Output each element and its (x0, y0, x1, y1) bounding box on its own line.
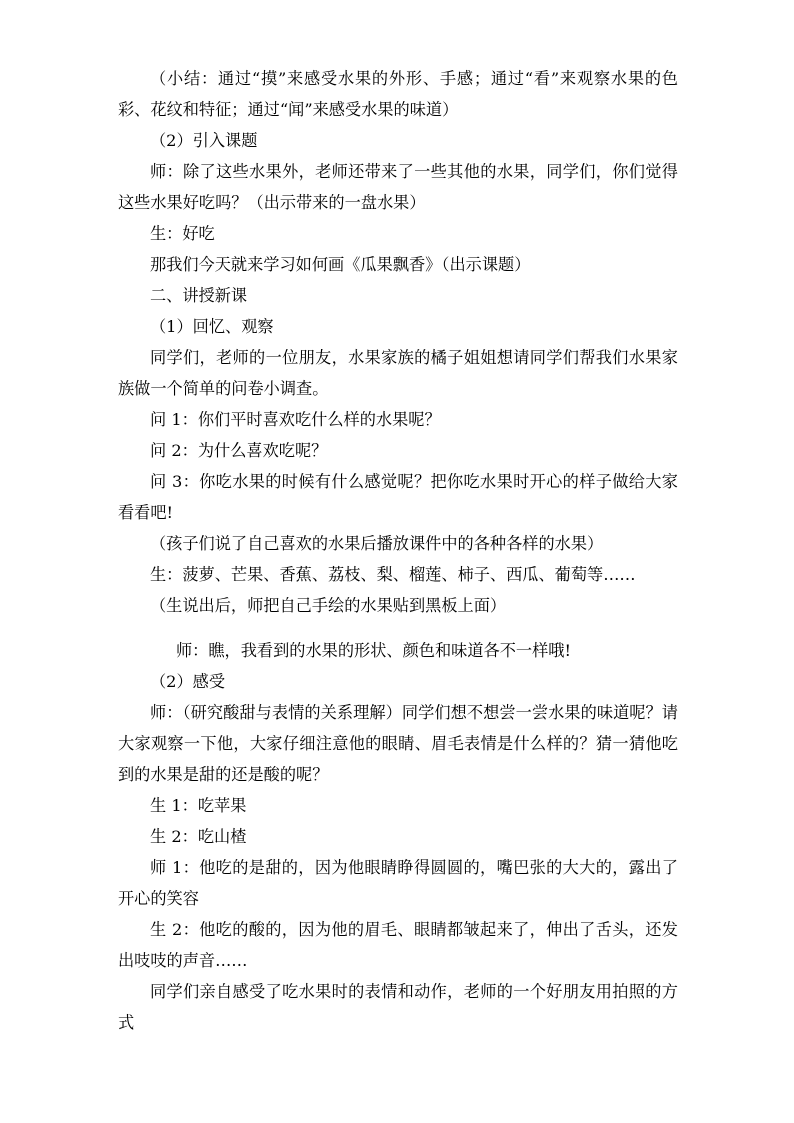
survey-intro-paragraph: 同学们，老师的一位朋友，水果家族的橘子姐姐想请同学们帮我们水果家族做一个简单的问卷小调查。 (118, 348, 678, 398)
document-body (118, 63, 678, 1038)
spacer (118, 621, 678, 635)
student-2-explanation: 生 2：他吃的酸的，因为他的眉毛、眼睛都皱起来了，伸出了舌头，还发出吱吱的声音…… (118, 920, 678, 970)
teacher-question-paragraph: 师：（研究酸甜与表情的关系理解）同学们想不想尝一尝水果的味道呢？请大家观察一下他，大家仔细注意他的眼睛、眉毛表情是什么样的？猜一猜他吃到的水果是甜的还是酸的呢？ (118, 703, 678, 784)
subheading-feel: （2）感受 (150, 672, 226, 691)
student-line: 生：好吃 (150, 224, 215, 243)
question-3: 问 3：你吃水果的时候有什么感觉呢？把你吃水果时开心的样子做给大家看看吧! (118, 472, 678, 522)
teacher-observation-line: 师：瞧，我看到的水果的形状、颜色和味道各不一样哦! (176, 641, 572, 660)
question-2: 问 2：为什么喜欢吃呢？ (150, 441, 328, 460)
section-heading-new-lesson: 二、讲授新课 (150, 286, 248, 305)
subheading-recall-observe: （1）回忆、观察 (150, 317, 274, 336)
teacher-line: 师：除了这些水果外，老师还带来了一些其他的水果，同学们，你们觉得这些水果好吃吗？（出示带来的一盘水果） (118, 162, 678, 212)
summary-paragraph: （小结：通过“摸”来感受水果的外形、手感；通过“看”来观察水果的色彩、花纹和特征；通过“闻”来感受水果的味道） (118, 69, 678, 119)
student-fruit-list: 生：菠萝、芒果、香蕉、荔枝、梨、榴莲、柿子、西瓜、葡萄等…… (150, 565, 636, 584)
student-2-answer: 生 2：吃山楂 (150, 827, 247, 846)
question-1: 问 1：你们平时喜欢吃什么样的水果呢？ (150, 410, 441, 429)
topic-line: 那我们今天就来学习如何画《瓜果飘香》（出示课题） (150, 255, 531, 274)
note-blackboard: （生说出后，师把自己手绘的水果贴到黑板上面） (150, 596, 507, 615)
closing-paragraph: 同学们亲自感受了吃水果时的表情和动作，老师的一个好朋友用拍照的方式 (118, 982, 678, 1032)
section-heading-introduce-topic: （2）引入课题 (150, 131, 258, 150)
student-1-answer: 生 1：吃苹果 (150, 796, 247, 815)
teacher-1-explanation: 师 1：他吃的是甜的，因为他眼睛睁得圆圆的，嘴巴张的大大的，露出了开心的笑容 (118, 858, 678, 908)
note-children-fruits: （孩子们说了自己喜欢的水果后播放课件中的各种各样的水果） (150, 534, 604, 553)
